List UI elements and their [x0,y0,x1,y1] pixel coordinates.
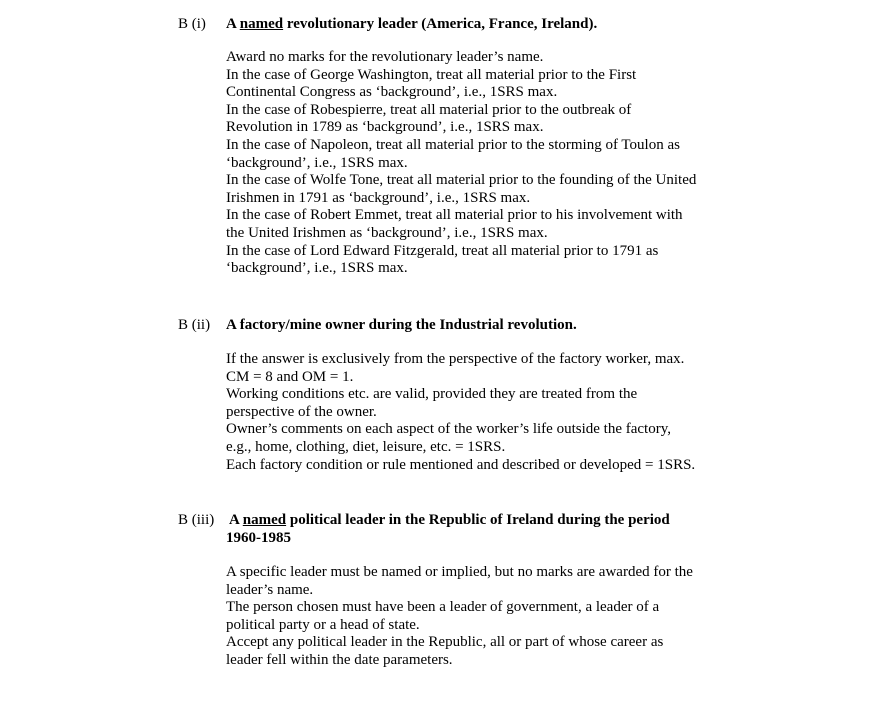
section-label: B (ii) [178,317,211,333]
heading-text-pre: A [226,16,237,32]
body-line: perspective of the owner. [226,403,377,420]
heading-text-post: revolutionary leader (America, France, Ireland). [286,16,598,32]
body-line: Award no marks for the revolutionary leader’s name. [226,49,544,65]
body-line: The person chosen must have been a leader of government, a leader of a [226,599,660,616]
section-body [226,49,696,278]
body-line: Owner’s comments on each aspect of the worker’s life outside the factory, [226,421,671,438]
section-heading: A factory/mine owner during the Industrial revolution. [226,317,577,333]
section-heading [226,15,597,33]
body-line: political party or a head of state. [226,616,420,633]
section-label: B (i) [178,16,206,32]
body-line: leader fell within the date parameters. [226,651,453,668]
section-body [226,564,693,670]
heading-text-pre: A [229,512,240,528]
body-line: the United Irishmen as ‘background’, i.e., 1SRS max. [226,224,548,241]
body-line: Continental Congress as ‘background’, i.e., 1SRS max. [226,84,558,101]
section-heading [229,511,670,529]
body-line: In the case of Robespierre, treat all material prior to the outbreak of [226,101,632,118]
body-line: Each factory condition or rule mentioned and described or developed = 1SRS. [226,456,696,473]
section-heading-line2: 1960-1985 [226,530,291,546]
body-line: In the case of Napoleon, treat all material prior to the storming of Toulon as [226,136,680,153]
body-line: e.g., home, clothing, diet, leisure, etc. = 1SRS. [226,438,506,455]
heading-underlined-word: named [239,16,284,32]
body-line: A specific leader must be named or implied, but no marks are awarded for the [226,564,693,580]
body-line: CM = 8 and OM = 1. [226,368,354,385]
heading-text-post: political leader in the Republic of Ireland during the period [289,512,670,528]
body-line: In the case of Robert Emmet, treat all material prior to his involvement with [226,207,683,224]
heading-underlined-word: named [242,512,287,528]
body-line: Revolution in 1789 as ‘background’, i.e., 1SRS max. [226,119,544,136]
body-line: ‘background’, i.e., 1SRS max. [226,260,408,277]
section-label: B (iii) [178,512,215,528]
body-line: Working conditions etc. are valid, provided they are treated from the [226,386,638,403]
body-line: In the case of Lord Edward Fitzgerald, treat all material prior to 1791 as [226,242,659,259]
body-line: Irishmen in 1791 as ‘background’, i.e., 1SRS max. [226,189,531,206]
body-line: leader’s name. [226,581,314,598]
body-line: In the case of George Washington, treat all material prior to the First [226,66,637,83]
section-body [226,351,695,474]
body-line: Accept any political leader in the Republic, all or part of whose career as [226,634,664,651]
body-line: If the answer is exclusively from the perspective of the factory worker, max. [226,351,685,367]
body-line: In the case of Wolfe Tone, treat all material prior to the founding of the United [226,172,697,189]
body-line: ‘background’, i.e., 1SRS max. [226,154,408,171]
